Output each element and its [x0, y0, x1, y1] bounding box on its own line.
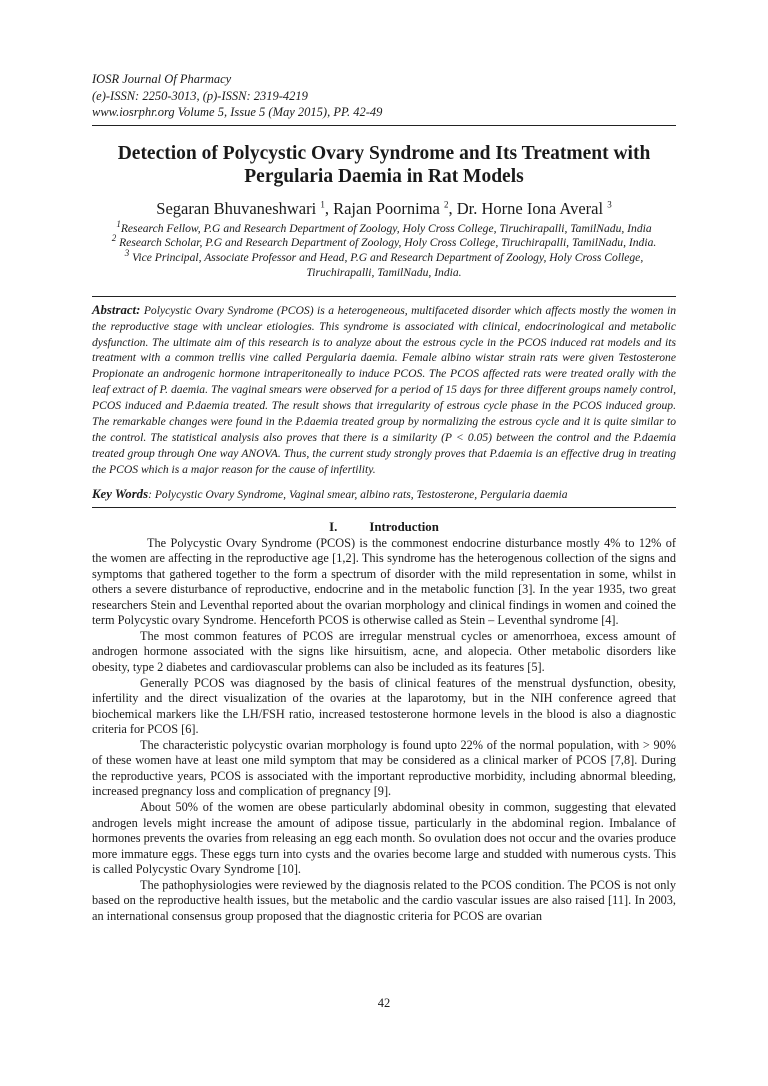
author-name: Dr. Horne Iona Averal: [456, 198, 604, 218]
author-name: Segaran Bhuvaneshwari: [156, 198, 317, 218]
journal-volume: www.iosrphr.org Volume 5, Issue 5 (May 2015), PP. 42-49: [92, 105, 383, 119]
header-rule: [92, 125, 676, 126]
author-affil-number: 3: [607, 199, 612, 209]
author-list: [92, 199, 676, 219]
paragraph: The Polycystic Ovary Syndrome (PCOS) is the commonest endocrine disturbance mostly 4% to 12% of the women are affecting in the reproductive age [1,2]. This syndrome has the heterogenous collection of the signs and symptoms that gathered together to the form a spectrum of disorder with the mild representation in some, whilst in others a severe disturbance of reproductive, endocrine and in the metabolic function [3]. In the year 1935, two great researchers Stein and Leventhal reported about the ovarian morphology and clinical findings in women and coined the term Polycystic ovary Syndrome. Henceforth PCOS is otherwise called as Stein – Leventhal syndrome [4].: [92, 535, 676, 628]
section-heading: [92, 519, 676, 535]
journal-header: [92, 71, 676, 121]
paragraph: The characteristic polycystic ovarian morphology is found upto 22% of the normal population, with > 90% of these women have at least one mild symptom that may be considered as a clinical marker of PCOS [7,8]. During the reproductive years, PCOS is associated with the important reproductive morbidity, including abnormal bleeding, increased pregnancy loss and complication of pregnancy [9].: [92, 737, 676, 799]
paragraph: The pathophysiologies were reviewed by the diagnosis related to the PCOS condition. The PCOS is not only based on the reproductive health issues, but the metabolic and the cardio vascular issues are also raised [11]. In 2003, an international consensus group proposed that the diagnostic criteria for PCOS are ovarian: [92, 877, 676, 923]
journal-issn: (e)-ISSN: 2250-3013, (p)-ISSN: 2319-4219: [92, 88, 308, 103]
author-name: Rajan Poornima: [333, 198, 440, 218]
author-separator: ,: [448, 198, 457, 218]
abstract: [92, 296, 676, 478]
author-affil-number: 2: [444, 199, 449, 209]
body-text: [92, 536, 676, 925]
author-affil-number: 1: [320, 199, 325, 209]
affiliation: $^2$ Research Scholar, P.G and Research Department of Zoology, Holy Cross College, Tiruchirapalli, TamilNadu, India.: [111, 233, 657, 250]
paper-title: Detection of Polycystic Ovary Syndrome and Its Treatment with Pergularia Daemia in Rat Models: [117, 142, 651, 187]
affiliation: $^1$Research Fellow, P.G and Research Department of Zoology, Holy Cross College, Tiruchirapalli, TamilNadu, India: [116, 218, 652, 235]
keywords: [92, 486, 676, 508]
page-number: 42: [377, 996, 391, 1010]
paragraph: The most common features of PCOS are irregular menstrual cycles or amenorrhoea, excess amount of androgen hormone associated with the signs like hirsuitism, acne, and alopecia. Other metabolic disorders like obesity, type 2 diabetes and cardiovascular problems can also be included as its features [5].: [92, 628, 676, 675]
abstract-text: Polycystic Ovary Syndrome (PCOS) is a heterogeneous, multifaceted disorder which affects mostly the women in the reproductive stage with unclear etiologies. This syndrome is associated with clinical, endocrinological and metabolic dysfunction. The ultimate aim of this research is to analyze about the estrous cycle in the PCOS induced rat models and its treatment with a common trellis vine called Pergularia daemia. Female albino wistar strain rats were given Testosterone Propionate an androgenic hormone intraperitoneally to induce PCOS. The PCOS affected rats were treated orally with the leaf extract of P. daemia. The vaginal smears were observed for a period of 15 days for three different groups namely control, PCOS induced and P.daemia treated. The result shows that irregularity of estrous cycle phase in the PCOS induced group. The remarkable changes were found in the P.daemia treated group by normalizing the estrous cycle and it is quite similar to the control. The statistical analysis also proves that there is a similarity (P < 0.05) between the control and the P.daemia treated group through One way ANOVA. Thus, the current study strongly proves that P.daemia is an effective drug in treating the PCOS which is a major reason for the cause of infertility.: [92, 303, 676, 476]
affiliation-number: 1: [116, 218, 121, 229]
keywords-text: : Polycystic Ovary Syndrome, Vaginal smear, albino rats, Testosterone, Pergularia daemia: [148, 487, 568, 501]
section-title: Introduction: [369, 519, 439, 534]
section-number: I.: [329, 519, 338, 534]
affiliation-number: 3: [124, 248, 130, 259]
affiliations: [92, 218, 676, 281]
journal-name: IOSR Journal Of Pharmacy: [92, 72, 232, 86]
paragraph: Generally PCOS was diagnosed by the basis of clinical features of the menstrual dysfunction, obesity, infertility and the direct visualization of the ovaries at the laparotomy, but in the NIH conference agreed that biochemical markers like the LH/FSH ratio, increased testosterone hormone levels in the blood is also a diagnostic criteria for PCOS [6].: [92, 675, 676, 737]
affiliation-number: 2: [111, 233, 117, 244]
affiliation: $^3$ Vice Principal, Associate Professor and Head, P.G and Research Department of Zoology, Holy Cross College, Tiruchirapalli, TamilNadu, India.: [124, 248, 644, 279]
paragraph: About 50% of the women are obese particularly abdominal obesity in common, suggesting that elevated androgen levels might increase the amount of adipose tissue, particularly in the abdominal region. Imbalance of hormones prevents the ovaries from releasing an egg each month. So ovulation does not occur and the ovaries produce more immature eggs. These eggs turn into cysts and the ovaries become large and studded with numerous cysts. This is called Polycystic Ovary Syndrome [10].: [92, 799, 676, 877]
author-separator: ,: [324, 198, 334, 218]
keywords-label: Key Words: [92, 486, 149, 501]
abstract-label: Abstract:: [92, 302, 141, 317]
